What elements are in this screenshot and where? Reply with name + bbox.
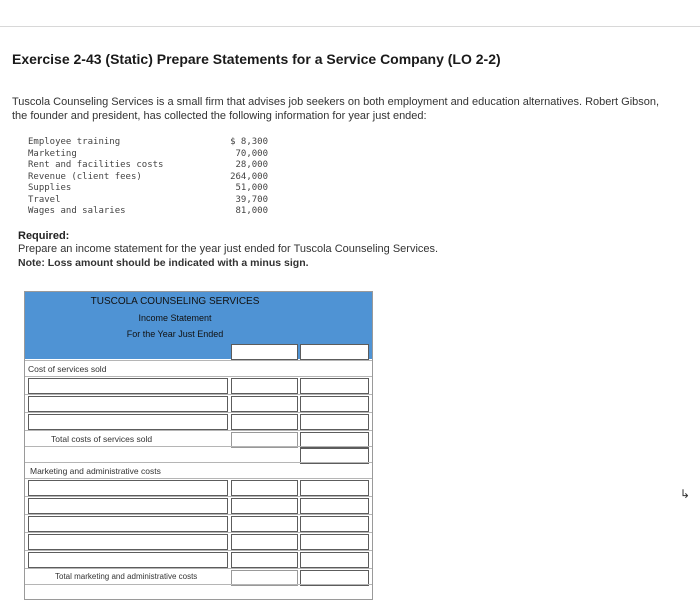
data-row <box>28 137 268 149</box>
data-row <box>28 195 268 207</box>
data-value: $ 8,300 <box>230 137 268 147</box>
worksheet-header <box>25 292 372 343</box>
top-divider <box>0 26 700 27</box>
note-text: Note: Loss amount should be indicated with a minus sign. <box>18 257 309 269</box>
exercise-title: Exercise 2-43 (Static) Prepare Statements for a Service Company (LO 2-2) <box>12 51 501 67</box>
data-value: 28,000 <box>235 160 268 170</box>
amount-header-cell <box>300 344 369 360</box>
account-input[interactable] <box>28 378 228 394</box>
amount-input[interactable] <box>231 534 298 550</box>
data-row <box>28 206 268 218</box>
account-input[interactable] <box>28 396 228 412</box>
cost-data-list <box>28 137 268 218</box>
data-value: 70,000 <box>235 148 268 159</box>
data-label: Wages and salaries <box>28 206 126 216</box>
company-name: TUSCOLA COUNSELING SERVICES <box>90 296 260 307</box>
data-label: Marketing <box>28 148 77 159</box>
total-input[interactable] <box>300 534 369 550</box>
table-row[interactable] <box>25 550 372 569</box>
data-row <box>28 160 268 172</box>
data-value: 51,000 <box>235 183 268 193</box>
data-value: 264,000 <box>230 171 268 182</box>
table-row[interactable] <box>25 514 372 533</box>
account-input[interactable] <box>28 552 228 568</box>
data-row <box>28 183 268 195</box>
account-input[interactable] <box>28 516 228 532</box>
total-input[interactable] <box>300 378 369 394</box>
data-label: Employee training <box>28 137 121 147</box>
table-row <box>25 446 372 463</box>
total-input[interactable] <box>300 396 369 412</box>
total-cost-label: Total costs of services sold <box>51 434 153 444</box>
statement-period: For the Year Just Ended <box>126 329 224 339</box>
account-input[interactable] <box>28 534 228 550</box>
required-text: Prepare an income statement for the year just ended for Tuscola Counseling Services. <box>18 243 439 255</box>
statement-name: Income Statement <box>138 313 212 323</box>
data-label: Revenue (client fees) <box>28 171 142 182</box>
amount-input[interactable] <box>231 378 298 394</box>
amount-input[interactable] <box>231 396 298 412</box>
amount-input[interactable] <box>231 414 298 430</box>
table-row[interactable] <box>25 478 372 497</box>
intro-line-2: the founder and president, has collected the following information for year just ended: <box>12 110 427 122</box>
table-row[interactable] <box>25 568 372 585</box>
total-input[interactable] <box>300 516 369 532</box>
exercise-intro <box>12 95 700 123</box>
data-value: 81,000 <box>235 206 268 216</box>
table-row[interactable] <box>25 430 372 447</box>
total-input[interactable] <box>300 552 369 568</box>
account-input[interactable] <box>28 498 228 514</box>
data-row <box>28 149 268 161</box>
data-value: 39,700 <box>235 194 268 205</box>
amount-input[interactable] <box>231 498 298 514</box>
cost-of-services-label: Cost of services sold <box>28 364 107 374</box>
total-marketing-label: Total marketing and administrative costs <box>55 572 198 581</box>
table-row <box>25 360 372 377</box>
data-row <box>28 172 268 184</box>
table-row[interactable] <box>25 376 372 395</box>
total-input[interactable] <box>300 498 369 514</box>
account-input[interactable] <box>28 480 228 496</box>
amount-header-cell <box>231 344 298 360</box>
table-row <box>25 584 372 599</box>
intro-line-1: Tuscola Counseling Services is a small firm that advises job seekers on both employment and education alternatives. Robert Gibson, <box>12 96 660 108</box>
required-note <box>18 257 309 269</box>
amount-input[interactable] <box>231 480 298 496</box>
data-label: Travel <box>28 194 61 205</box>
data-label: Rent and facilities costs <box>28 160 164 170</box>
mouse-cursor-icon: ↳ <box>680 487 691 501</box>
income-statement-worksheet <box>24 291 373 600</box>
table-row[interactable] <box>25 394 372 413</box>
account-input[interactable] <box>28 414 228 430</box>
table-row[interactable] <box>25 496 372 515</box>
table-row[interactable] <box>25 412 372 431</box>
table-row <box>25 462 372 479</box>
amount-input[interactable] <box>231 552 298 568</box>
marketing-admin-label: Marketing and administrative costs <box>30 466 161 476</box>
total-input[interactable] <box>300 480 369 496</box>
total-input[interactable] <box>300 414 369 430</box>
data-label: Supplies <box>28 183 72 193</box>
table-row[interactable] <box>25 532 372 551</box>
required-heading: Required: <box>18 230 70 242</box>
amount-input[interactable] <box>231 516 298 532</box>
